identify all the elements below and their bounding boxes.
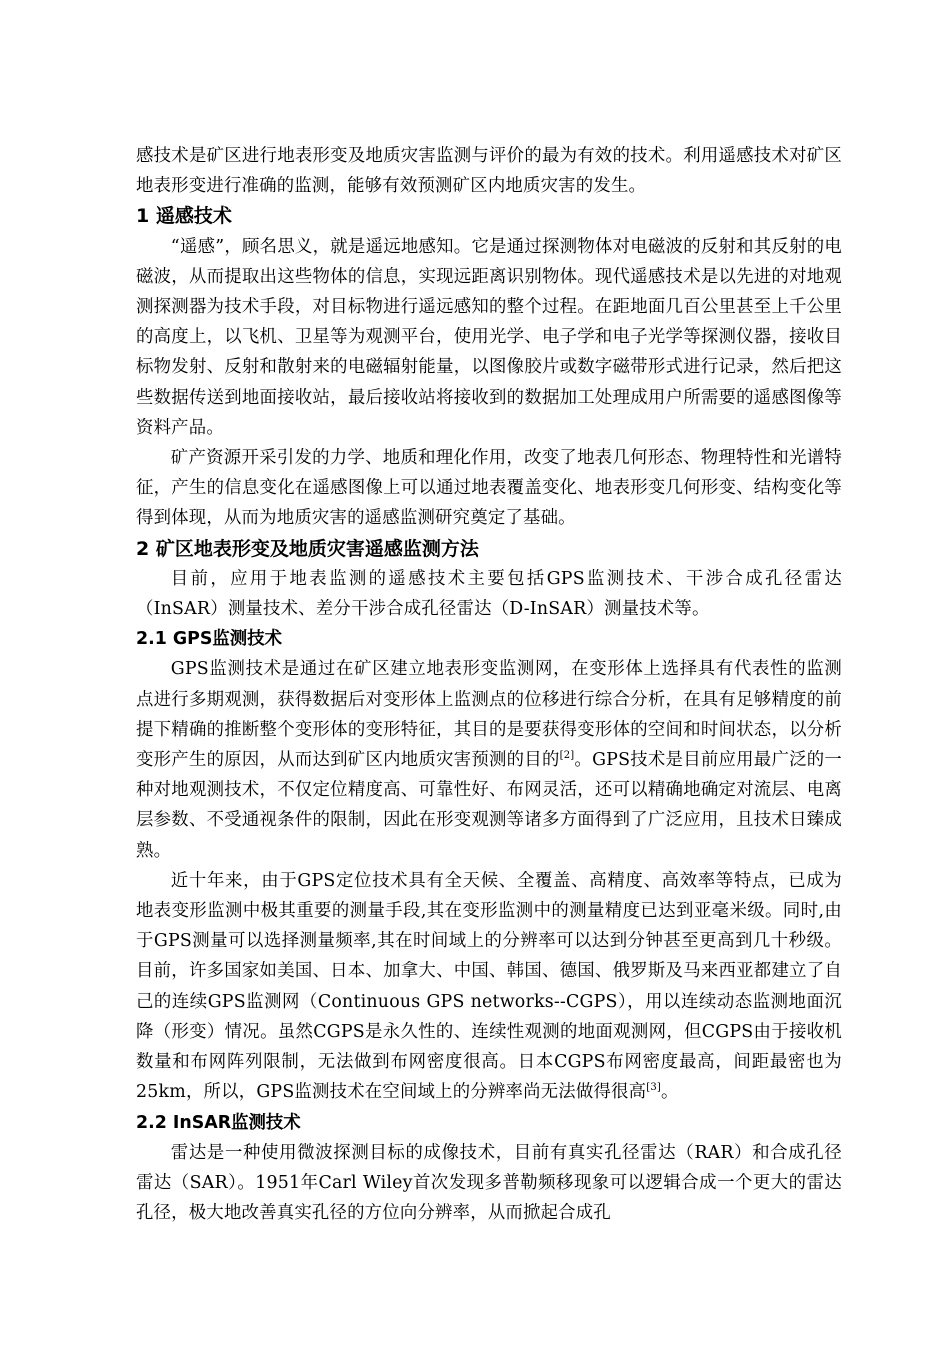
subsection-heading-2-2: 2.2 InSAR监测技术 xyxy=(136,1112,301,1133)
section-heading-2: 2 矿区地表形变及地质灾害遥感监测方法 xyxy=(136,537,479,560)
section-heading-1: 1 遥感技术 xyxy=(136,205,232,228)
paragraph-remote-sensing-definition xyxy=(136,232,842,443)
paragraph-gps-development xyxy=(136,866,842,1108)
document-body xyxy=(136,141,842,1228)
paragraph-mining-effects xyxy=(136,443,842,534)
paragraph-text: GPS监测技术是通过在矿区建立地表形变监测网，在变形体上选择具有代表性的监测点进行多期观测，获得数据后对变形体上监测点的位移进行综合分析，在具有足够精度的前提下精确的推断整个变形体的变形特征，其目的是要获得变形体的空间和时间状态，以分析变形产生的原因，从而达到矿区内地质灾害预测的目的 xyxy=(136,659,842,771)
paragraph-intro-continued xyxy=(136,141,842,201)
paragraph-text: 近十年来，由于GPS定位技术具有全天候、全覆盖、高精度、高效率等特点，已成为地表变形监测中极其重要的测量手段,其在变形监测中的测量精度已达到亚毫米级。同时,由于GPS测量可以选择测量频率,其在时间域上的分辨率可以达到分钟甚至更高到几十秒级。目前，许多国家如美国、日本、加拿大、中国、韩国、德国、俄罗斯及马来西亚都建立了自己的连续GPS监测网（Continuous GPS networks--CGPS），用以连续动态监测地面沉降（形变）情况。虽然CGPS是永久性的、连续性观测的地面观测网，但CGPS由于接收机数量和布网阵列限制，无法做到布网密度很高。日本CGPS布网密度最高，间距最密也为25km，所以，GPS监测技术在空间域上的分辨率尚无法做得很高 xyxy=(136,870,842,1103)
paragraph-text: 感技术是矿区进行地表形变及地质灾害监测与评价的最为有效的技术。利用遥感技术对矿区地表形变进行准确的监测，能够有效预测矿区内地质灾害的发生。 xyxy=(136,146,842,197)
subsection-heading-2-1: 2.1 GPS监测技术 xyxy=(136,629,282,650)
paragraph-gps-technique xyxy=(136,654,842,865)
citation-ref-2[interactable]: [2] xyxy=(559,750,575,762)
paragraph-text: 雷达是一种使用微波探测目标的成像技术，目前有真实孔径雷达（RAR）和合成孔径雷达（SAR）。1951年Carl Wiley首次发现多普勒频移现象可以逻辑合成一个更大的雷达孔径，极大地改善真实孔径的方位向分辨率，从而掀起合成孔 xyxy=(136,1142,842,1224)
paragraph-text: 目前，应用于地表监测的遥感技术主要包括GPS监测技术、干涉合成孔径雷达（InSAR）测量技术、差分干涉合成孔径雷达（D-InSAR）测量技术等。 xyxy=(136,568,842,620)
paragraph-radar-intro xyxy=(136,1138,842,1229)
paragraph-text: “遥感”，顾名思义，就是遥远地感知。它是通过探测物体对电磁波的反射和其反射的电磁波，从而提取出这些物体的信息，实现远距离识别物体。现代遥感技术是以先进的对地观测探测器为技术手段，对目标物进行遥远感知的整个过程。在距地面几百公里甚至上千公里的高度上，以飞机、卫星等为观测平台，使用光学、电子学和电子光学等探测仪器，接收目标物发射、反射和散射来的电磁辐射能量，以图像胶片或数字磁带形式进行记录，然后把这些数据传送到地面接收站，最后接收站将接收到的数据加工处理成用户所需要的遥感图像等资料产品。 xyxy=(136,236,842,438)
paragraph-text: 矿产资源开采引发的力学、地质和理化作用，改变了地表几何形态、物理特性和光谱特征，产生的信息变化在遥感图像上可以通过地表覆盖变化、地表形变几何形变、结构变化等得到体现，从而为地质灾害的遥感监测研究奠定了基础。 xyxy=(136,448,842,529)
paragraph-methods-overview xyxy=(136,564,842,624)
paragraph-text: 。GPS技术是目前应用最广泛的一种对地观测技术，不仅定位精度高、可靠性好、布网灵活，还可以精确地确定对流层、电离层参数、不受通视条件的限制，因此在形变观测等诸多方面得到了广泛应用，且技术日臻成熟。 xyxy=(136,750,842,861)
citation-ref-3[interactable]: [3] xyxy=(646,1082,662,1094)
paragraph-text: 。 xyxy=(661,1082,679,1103)
